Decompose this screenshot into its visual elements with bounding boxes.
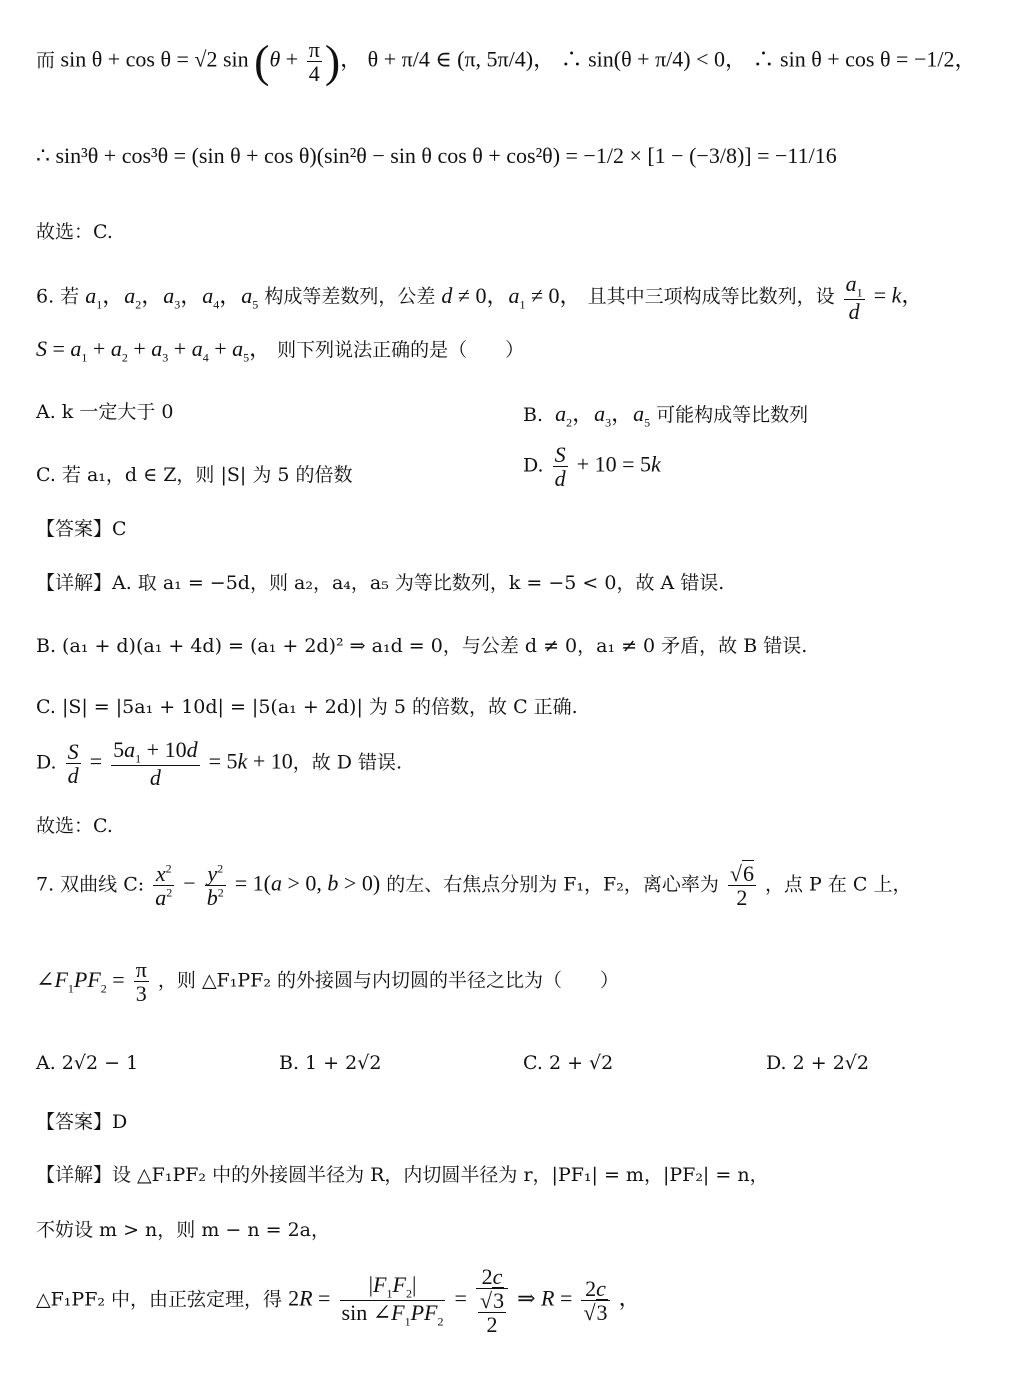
q6-text2: 且其中三项构成等比数列，设 [587, 285, 835, 308]
q6-text1: 构成等差数列，公差 [264, 285, 436, 308]
q6-line-2: $S = a_1 + a_2 + a_3 + a_4 + a_5$， 则下列说法正确的是（ ） [36, 336, 525, 365]
q6-option-c: C. 若 a₁，d ∈ Z，则 |S| 为 5 的倍数 [36, 464, 353, 486]
line1-expr-b: θ + π/4 ∈ (π, 5π/4) [367, 46, 534, 72]
q7-detail-3: △F₁PF₂ 中，由正弦定理，得 2R = $\frac{|F_1F_2|}{\sin \angle F_1PF_2}$ = $\frac{2c}{\frac{√3}{2}}$ ⇒ R = $\frac{2c}{√3}$ ， [36, 1264, 641, 1338]
q7-option-d: D. 2 + 2√2 [766, 1052, 870, 1074]
q7-line-2: $\angle F_1PF_2$ = $\frac{\pi}{3}$ ，则 △F₁PF₂ 的外接圆与内切圆的半径之比为（ ） [36, 957, 619, 1007]
q6-option-d: D. $\frac{S}{d}$ + 10 = 5k [523, 442, 661, 492]
q6-detail-a: 【详解】A. 取 a₁ = −5d，则 a₂，a₄，a₅ 为等比数列，k = −5 < 0，故 A 错误. [36, 572, 725, 594]
line1-expr-c: ∴ sin(θ + π/4) < 0 [560, 46, 726, 72]
line1-expr-a: sin θ + cos θ = √2 sin [60, 46, 249, 72]
q6-prefix: 6. 若 [36, 285, 80, 308]
q6-detail-c: C. |S| = |5a₁ + 10d| = |5(a₁ + 2d)| 为 5 的倍数，故 C 正确. [36, 696, 578, 718]
q7-answer: 【答案】D [36, 1111, 128, 1133]
q6-option-a: A. k 一定大于 0 [36, 401, 174, 423]
line1-prefix: 而 [36, 49, 56, 72]
q7-line-1: 7. 双曲线 C: $\frac{x^2}{a^2}$ − $\frac{y^2}{b^2}$ = 1(a > 0, b > 0) 的左、右焦点分别为 F₁，F₂，离心率为 $\frac{√6}{2}$ ，点 P 在 C 上， [36, 861, 912, 911]
q7-option-a: A. 2√2 − 1 [36, 1052, 139, 1074]
q6-detail-b: B. (a₁ + d)(a₁ + 4d) = (a₁ + 2d)² ⇒ a₁d = 0，与公差 d ≠ 0，a₁ ≠ 0 矛盾，故 B 错误. [36, 635, 808, 657]
q6-stem-end: 则下列说法正确的是（ ） [277, 339, 525, 361]
solution-line-1: 而 sin θ + cos θ = √2 sin (θ + $\frac{\pi}{4}$ )， θ + π/4 ∈ (π, 5π/4)， ∴ sin(θ + π/4) < 0， ∴ sin θ + cos θ = −1/2， [36, 35, 977, 87]
solution-line-2 [36, 143, 1005, 169]
q7-option-b: B. 1 + 2√2 [279, 1052, 382, 1074]
q7-detail-1: 【详解】设 △F₁PF₂ 中的外接圆半径为 R，内切圆半径为 r，|PF₁| = m，|PF₂| = n， [36, 1164, 769, 1186]
q6-option-b: B. $a_2$，$a_3$，$a_5$ 可能构成等比数列 [523, 401, 809, 430]
line2-expr: ∴ sin³θ + cos³θ = (sin θ + cos θ)(sin²θ − sin θ cos θ + cos²θ) = −1/2 × [1 − (−3/8)] = −11/16 [36, 143, 837, 168]
q6-answer: 【答案】C [36, 518, 127, 540]
pick-answer-1: 故选：C. [36, 221, 113, 243]
q6-line-1: 6. 若 $a_1$，$a_2$，$a_3$，$a_4$，$a_5$ 构成等差数列，公差 d ≠ 0，$a_1 \ne 0$， 且其中三项构成等比数列，设 $\frac{a_1}{d}$ = k， [36, 271, 924, 324]
q6-detail-d: D. $\frac{S}{d}$ = $\frac{5a_1 + 10d}{d}$ = 5k + 10，故 D 错误. [36, 737, 403, 790]
line1-expr-d: ∴ sin θ + cos θ = −1/2 [752, 46, 955, 72]
q7-detail-2: 不妨设 m > n，则 m − n = 2a， [36, 1219, 330, 1241]
pick-answer-2: 故选：C. [36, 815, 113, 837]
q7-option-c: C. 2 + √2 [523, 1052, 614, 1074]
